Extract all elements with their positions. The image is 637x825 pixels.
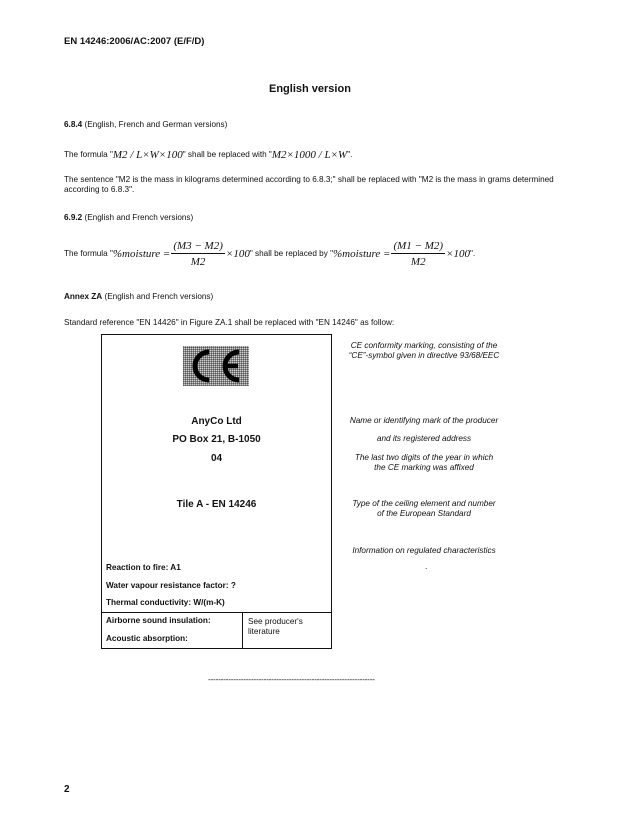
formula-suffix: ". (347, 150, 353, 159)
water-vapour-factor: Water vapour resistance factor: ? (106, 581, 236, 590)
section-6-9-2-heading (64, 213, 193, 223)
formula-prefix: The formula " (64, 249, 113, 258)
formula-lhs: %moisture = (333, 248, 391, 260)
company-address: PO Box 21, B-1050 (172, 434, 261, 445)
section-number: 6.9.2 (64, 213, 83, 222)
annex-number: Annex ZA (64, 292, 103, 301)
annex-replace-text: Standard reference "EN 14426" in Figure ZA.1 shall be replaced with "EN 14246" as follow: (64, 318, 395, 327)
fraction-new (391, 240, 445, 268)
acoustic-absorption: Acoustic absorption: (106, 634, 188, 643)
fraction-numerator: (M1 − M2) (393, 240, 444, 252)
ce-note (334, 341, 514, 361)
airborne-sound-insulation: Airborne sound insulation: (106, 616, 211, 625)
year-digits: 04 (210, 453, 223, 464)
year-note (334, 453, 514, 473)
see-line-1: See producer's (248, 617, 303, 626)
section-number: 6.8.4 (64, 120, 83, 129)
type-note-line-1: Type of the ceiling element and number (352, 499, 496, 508)
product-type: Tile A - EN 14246 (176, 499, 257, 510)
fraction-denominator: M2 (190, 256, 206, 268)
ce-mark-icon (183, 346, 249, 386)
sentence-6-8-4: The sentence "M2 is the mass in kilograms determined according to 6.8.3;" shall be replaced with "M2 is the mass in grams determined according to 6.8.3". (64, 175, 554, 194)
reaction-to-fire: Reaction to fire: A1 (106, 563, 181, 572)
inner-divider-horizontal (101, 612, 332, 613)
type-note (334, 499, 514, 519)
fraction-numerator: (M3 − M2) (173, 240, 223, 252)
ce-note-line-1: CE conformity marking, consisting of the (350, 341, 498, 350)
formula-new: M2×1000 / L×W (271, 149, 348, 161)
see-line-2: literature (248, 627, 280, 636)
formula-old: M2 / L×W×100 (112, 149, 183, 161)
company-name: AnyCo Ltd (191, 416, 242, 427)
formula-suffix: ". (469, 249, 476, 258)
fraction-denominator: M2 (410, 256, 426, 268)
info-dot: . (425, 562, 428, 571)
section-6-8-4-heading (64, 120, 227, 130)
address-note: and its registered address (376, 434, 472, 443)
ce-mark-icon (183, 346, 249, 386)
formula-lhs: %moisture = (112, 248, 171, 260)
formula-mid: " shall be replaced by " (249, 249, 334, 258)
formula-6-9-2 (64, 240, 475, 268)
thermal-conductivity: Thermal conductivity: W/(m-K) (106, 598, 225, 607)
end-separator: ------------------------------------------------------------------ (208, 675, 375, 684)
see-producer-literature (248, 617, 303, 637)
year-note-line-1: The last two digits of the year in which (354, 453, 494, 462)
document-id: EN 14246:2006/AC:2007 (E/F/D) (64, 36, 205, 47)
info-note: Information on regulated characteristics (352, 546, 496, 555)
ce-note-line-2: “CE”-symbol given in directive 93/68/EEC (348, 351, 500, 360)
formula-prefix: The formula " (64, 150, 113, 159)
times-100: ×100 (446, 248, 470, 260)
fraction-old (171, 240, 225, 268)
annex-versions: (English and French versions) (102, 292, 214, 301)
type-note-line-2: of the European Standard (377, 509, 471, 518)
name-note: Name or identifying mark of the producer (349, 416, 499, 425)
annex-heading (64, 292, 213, 302)
formula-6-8-4 (64, 150, 352, 160)
times-100: ×100 (225, 248, 250, 260)
inner-divider-vertical (242, 612, 243, 649)
page-title: English version (269, 83, 351, 95)
section-versions: (English and French versions) (82, 213, 194, 222)
formula-mid: " shall be replaced with " (182, 150, 272, 159)
year-note-line-2: the CE marking was affixed (374, 463, 474, 472)
page-number: 2 (64, 784, 70, 795)
section-versions: (English, French and German versions) (82, 120, 228, 129)
